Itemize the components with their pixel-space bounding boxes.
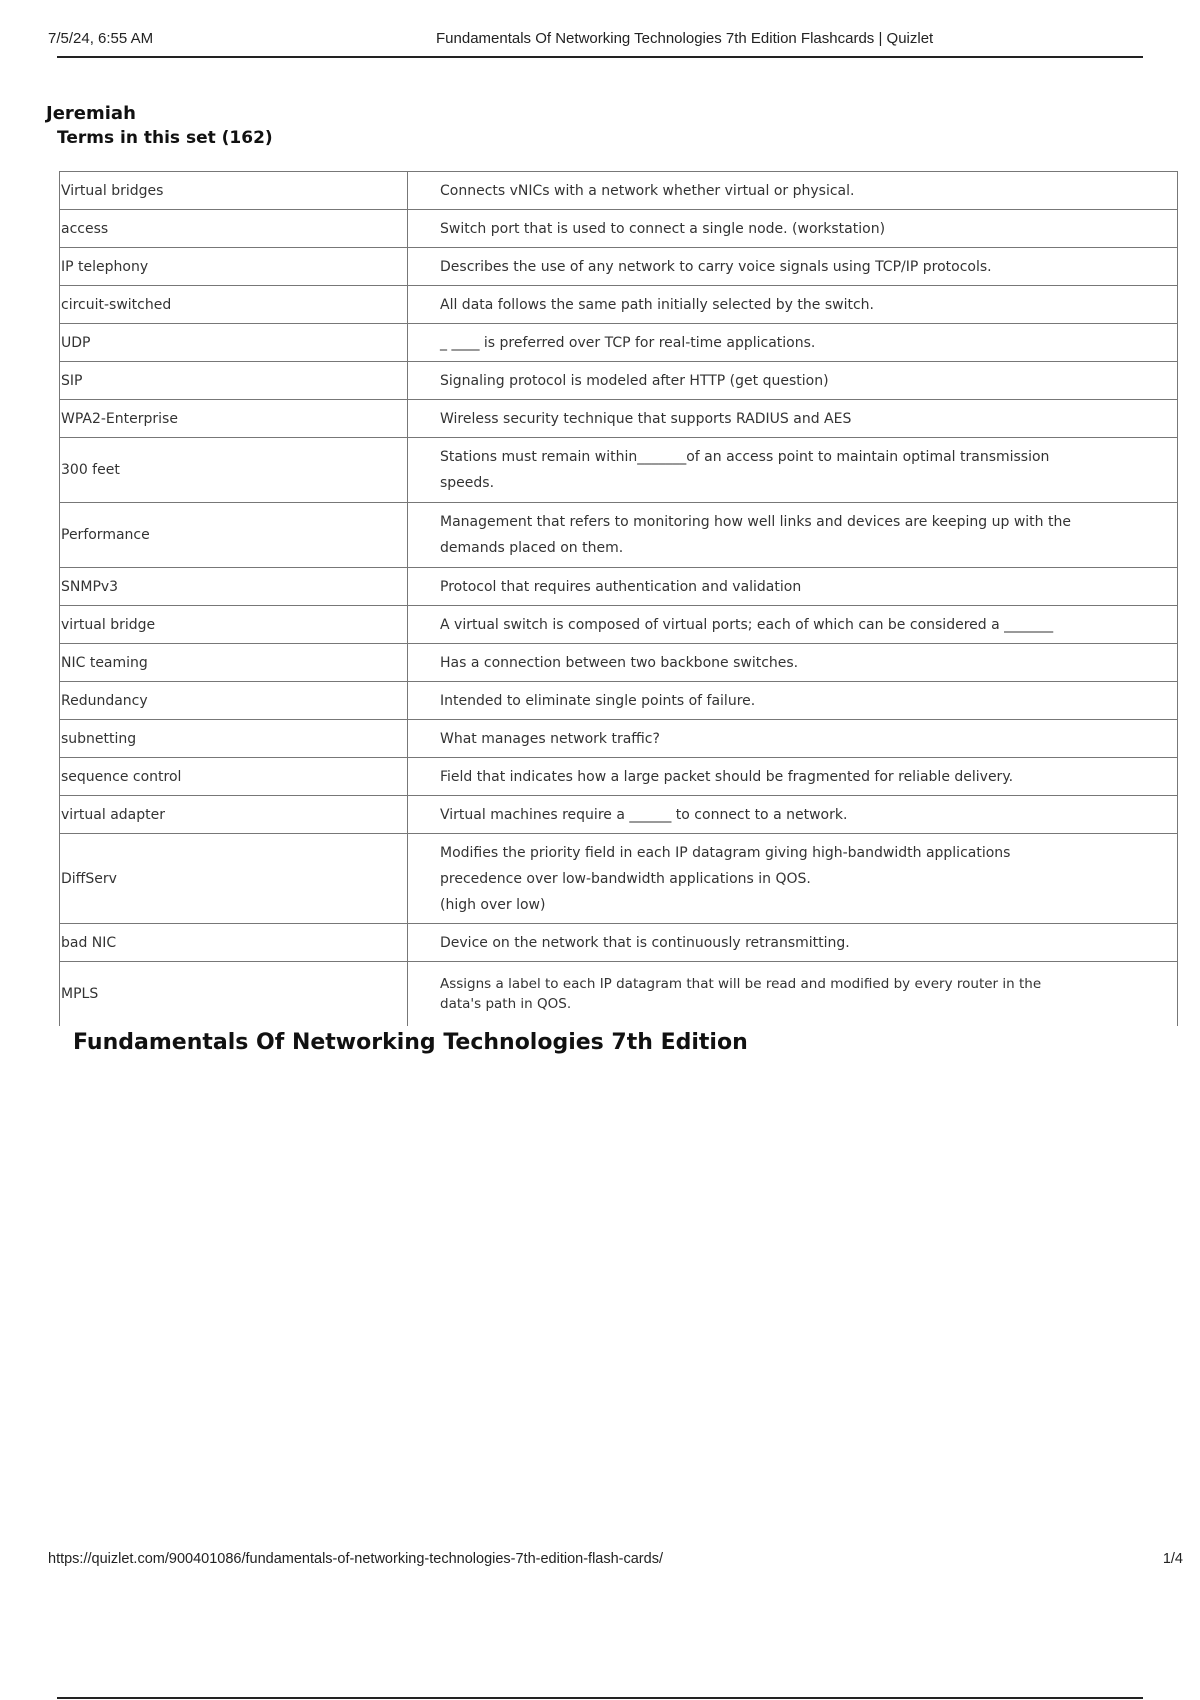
term-row (60, 210, 1178, 248)
print-datetime: 7/5/24, 6:55 AM (48, 30, 154, 47)
definition-cell: Virtual machines require a ______ to connect to a network. (408, 796, 1178, 834)
definition-cell: Switch port that is used to connect a single node. (workstation) (408, 210, 1178, 248)
term-cell: UDP (60, 324, 408, 362)
definition-text: Modifies the priority field in each IP datagram giving high-bandwidth applications precedence over low-bandwidth applications in QOS. (440, 844, 1011, 887)
terms-count-heading: Terms in this set (162) (57, 128, 273, 148)
term-cell: bad NIC (60, 924, 408, 962)
definition-cell: Signaling protocol is modeled after HTTP (get question) (408, 362, 1178, 400)
term-cell: virtual bridge (60, 606, 408, 644)
definition-cell: A virtual switch is composed of virtual ports; each of which can be considered a _______ (408, 606, 1178, 644)
term-cell: WPA2-Enterprise (60, 400, 408, 438)
term-cell: SIP (60, 362, 408, 400)
definition-cell: Protocol that requires authentication and validation (408, 568, 1178, 606)
term-cell: sequence control (60, 758, 408, 796)
definition-cell: Management that refers to monitoring how well links and devices are keeping up with the demands placed on them. (408, 503, 1178, 568)
page-bottom-divider (57, 1697, 1143, 1699)
page-number: 1/4 (1162, 1551, 1183, 1567)
definition-cell: Connects vNICs with a network whether virtual or physical. (408, 172, 1178, 210)
author-name[interactable]: Jeremiah (46, 103, 136, 124)
definition-cell (408, 834, 1178, 924)
term-row (60, 568, 1178, 606)
term-cell: NIC teaming (60, 644, 408, 682)
term-cell: SNMPv3 (60, 568, 408, 606)
term-row (60, 172, 1178, 210)
definition-note: (high over low) (440, 896, 546, 913)
term-row (60, 438, 1178, 503)
definition-cell: _ ____ is preferred over TCP for real-time applications. (408, 324, 1178, 362)
term-row (60, 248, 1178, 286)
term-row (60, 400, 1178, 438)
term-cell: Redundancy (60, 682, 408, 720)
term-cell: subnetting (60, 720, 408, 758)
definition-cell: Field that indicates how a large packet should be fragmented for reliable delivery. (408, 758, 1178, 796)
print-source-url: https://quizlet.com/900401086/fundamentals-of-networking-technologies-7th-edition-flash-cards/ (48, 1551, 663, 1567)
term-cell: DiffServ (60, 834, 408, 924)
term-cell: IP telephony (60, 248, 408, 286)
term-cell: MPLS (60, 962, 408, 1026)
definition-cell: Intended to eliminate single points of failure. (408, 682, 1178, 720)
header-divider (57, 56, 1143, 58)
term-row (60, 834, 1178, 924)
term-row (60, 503, 1178, 568)
term-cell: Virtual bridges (60, 172, 408, 210)
term-cell: Performance (60, 503, 408, 568)
print-page-title: Fundamentals Of Networking Technologies 7th Edition Flashcards | Quizlet (436, 30, 934, 47)
term-row (60, 606, 1178, 644)
term-row (60, 962, 1178, 1026)
definition-cell: Wireless security technique that supports RADIUS and AES (408, 400, 1178, 438)
definition-cell: Device on the network that is continuously retransmitting. (408, 924, 1178, 962)
definition-cell: Describes the use of any network to carry voice signals using TCP/IP protocols. (408, 248, 1178, 286)
terms-table (59, 171, 1178, 1026)
term-row (60, 682, 1178, 720)
term-cell: circuit-switched (60, 286, 408, 324)
term-row (60, 362, 1178, 400)
term-row (60, 720, 1178, 758)
term-row (60, 758, 1178, 796)
set-title: Fundamentals Of Networking Technologies 7th Edition (73, 1030, 748, 1055)
term-cell: access (60, 210, 408, 248)
definition-cell: Assigns a label to each IP datagram that will be read and modified by every router in the data's path in QOS. (408, 962, 1178, 1026)
definition-cell: What manages network traffic? (408, 720, 1178, 758)
term-row (60, 286, 1178, 324)
term-row (60, 796, 1178, 834)
term-row (60, 324, 1178, 362)
definition-cell: Has a connection between two backbone switches. (408, 644, 1178, 682)
term-row (60, 644, 1178, 682)
term-cell: 300 feet (60, 438, 408, 503)
definition-cell: All data follows the same path initially selected by the switch. (408, 286, 1178, 324)
term-cell: virtual adapter (60, 796, 408, 834)
term-row (60, 924, 1178, 962)
definition-cell: Stations must remain within_______of an access point to maintain optimal transmission speeds. (408, 438, 1178, 503)
